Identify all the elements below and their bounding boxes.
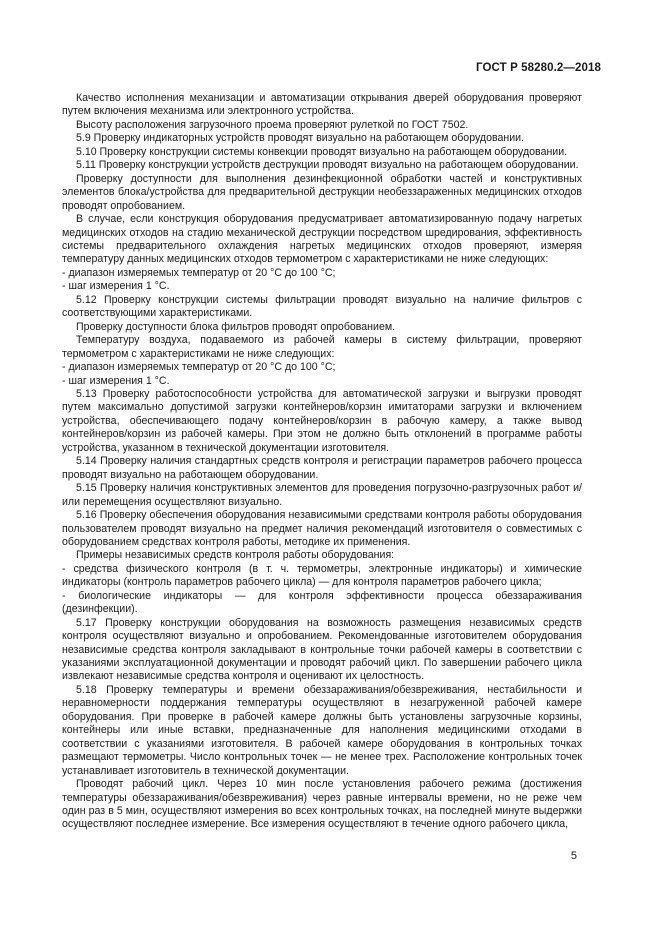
list-item: - биологические индикаторы — для контроля эффективности процесса обеззараживания (дезинфекции).: [62, 589, 582, 616]
paragraph: 5.15 Проверку наличия конструктивных элементов для проведения погрузочно-разгрузочных работ и/или перемещения осуществляют визуально.: [62, 482, 582, 508]
page-number: 5: [570, 850, 577, 862]
list-item: - шаг измерения 1 °С.: [62, 280, 170, 293]
paragraph: 5.17 Проверку конструкции оборудования на возможность размещения независимых средств контроля осуществляют визуально и опробованием. Рекомендованные изготовителем оборудования независимые средства контроля закладывают в контрольные точки рабочей камеры в соответствии с указаниями эксплуатационной документации и проводят рабочий цикл. По завершении рабочего цикла извлекают независимые средства контроля и оценивают их целостность.: [62, 616, 582, 683]
list-item: - средства физического контроля (в т. ч. термометры, электронные индикаторы) и химические индикаторы (контроль параметров рабочего цикла) — для контроля параметров рабочего цикла;: [62, 562, 582, 589]
paragraph: 5.13 Проверку работоспособности устройства для автоматической загрузки и выгрузки проводят путем максимально допустимой загрузки контейнеров/корзин имитаторами загрузки и включением устройства, обеспечивающего подачу контейнеров/корзин в рабочую камеру, а также вывод контейнеров/корзин из рабочей камеры. При этом не должно быть отклонений в программе работы устройства, указанном в технической документации изготовителя.: [62, 387, 582, 454]
list-item: - шаг измерения 1 °С.: [62, 374, 170, 387]
list-item: - диапазон измеряемых температур от 20 °С до 100 °С;: [62, 361, 336, 374]
paragraph: Температуру воздуха, подаваемого из рабочей камеры в систему фильтрации, проверяют термометром с характеристиками не ниже следующих:: [62, 334, 582, 360]
paragraph: В случае, если конструкция оборудования предусматривает автоматизированную подачу нагретых медицинских отходов на стадию механической деструкции посредством шредирования, эффективность системы предварительного охлаждения нагретых медицинских отходов проверяют, измеряя температуру данных медицинских отходов термометром с характеристиками не ниже следующих:: [62, 213, 582, 266]
paragraph: 5.10 Проверку конструкции системы конвекции проводят визуально на работающем оборудовании.: [76, 145, 568, 158]
document-header: ГОСТ Р 58280.2—2018: [476, 62, 601, 74]
paragraph: 5.18 Проверку температуры и времени обеззараживания/обезвреживания, нестабильности и неравномерности поддержания температуры осуществляют в незагруженной рабочей камере оборудования. При проверке в рабочей камере должны быть установлены загрузочные корзины, контейнеры или иные вставки, предназначенные для наполнения медицинскими отходами в соответствии с указаниями изготовителя. В рабочей камере оборудования в контрольных точках размещают термометры. Число контрольных точек — не менее трех. Расположение контрольных точек устанавливает изготовитель в технической документации.: [62, 683, 582, 777]
document-body: [62, 92, 582, 832]
paragraph: Высоту расположения загрузочного проема проверяют рулеткой по ГОСТ 7502.: [76, 118, 469, 131]
paragraph: 5.12 Проверку конструкции системы фильтрации проводят визуально на наличие фильтров с соответствующими характеристиками.: [62, 293, 582, 320]
paragraph: Качество исполнения механизации и автоматизации открывания дверей оборудования проверяют путем включения механизма или электронного устройства.: [62, 92, 582, 118]
list-item: - диапазон измеряемых температур от 20 °С до 100 °С;: [62, 266, 336, 279]
paragraph: 5.14 Проверку наличия стандартных средств контроля и регистрации параметров рабочего процесса проводят визуально на работающем оборудовании.: [62, 455, 582, 481]
paragraph: Проводят рабочий цикл. Через 10 мин после установления рабочего режима (достижения температуры обеззараживания/обезвреживания) через равные интервалы времени, но не реже чем один раз в 5 мин, осуществляют измерения во всех контрольных точках, на последней минуте выдержки осуществляют последнее измерение. Все измерения осуществляют в течение одного рабочего цикла,: [62, 778, 582, 831]
paragraph: 5.9 Проверку индикаторных устройств проводят визуально на работающем оборудовании.: [76, 132, 525, 145]
paragraph: Проверку доступности для выполнения дезинфекционной обработки частей и конструктивных элементов блока/устройства для предварительной деструкции необеззараженных медицинских отходов проводят опробованием.: [62, 172, 582, 212]
paragraph: 5.11 Проверку конструкции устройств деструкции проводят визуально на работающем оборудовании.: [76, 159, 579, 172]
paragraph: Примеры независимых средств контроля работы оборудования:: [76, 549, 395, 562]
paragraph: 5.16 Проверку обеспечения оборудования независимыми средствами контроля работы оборудования пользователем проводят визуально на предмет наличия рекомендаций изготовителя о совместимых с оборудованием средствах контроля работы, методике их применения.: [62, 509, 582, 548]
paragraph: Проверку доступности блока фильтров проводят опробованием.: [76, 320, 396, 333]
